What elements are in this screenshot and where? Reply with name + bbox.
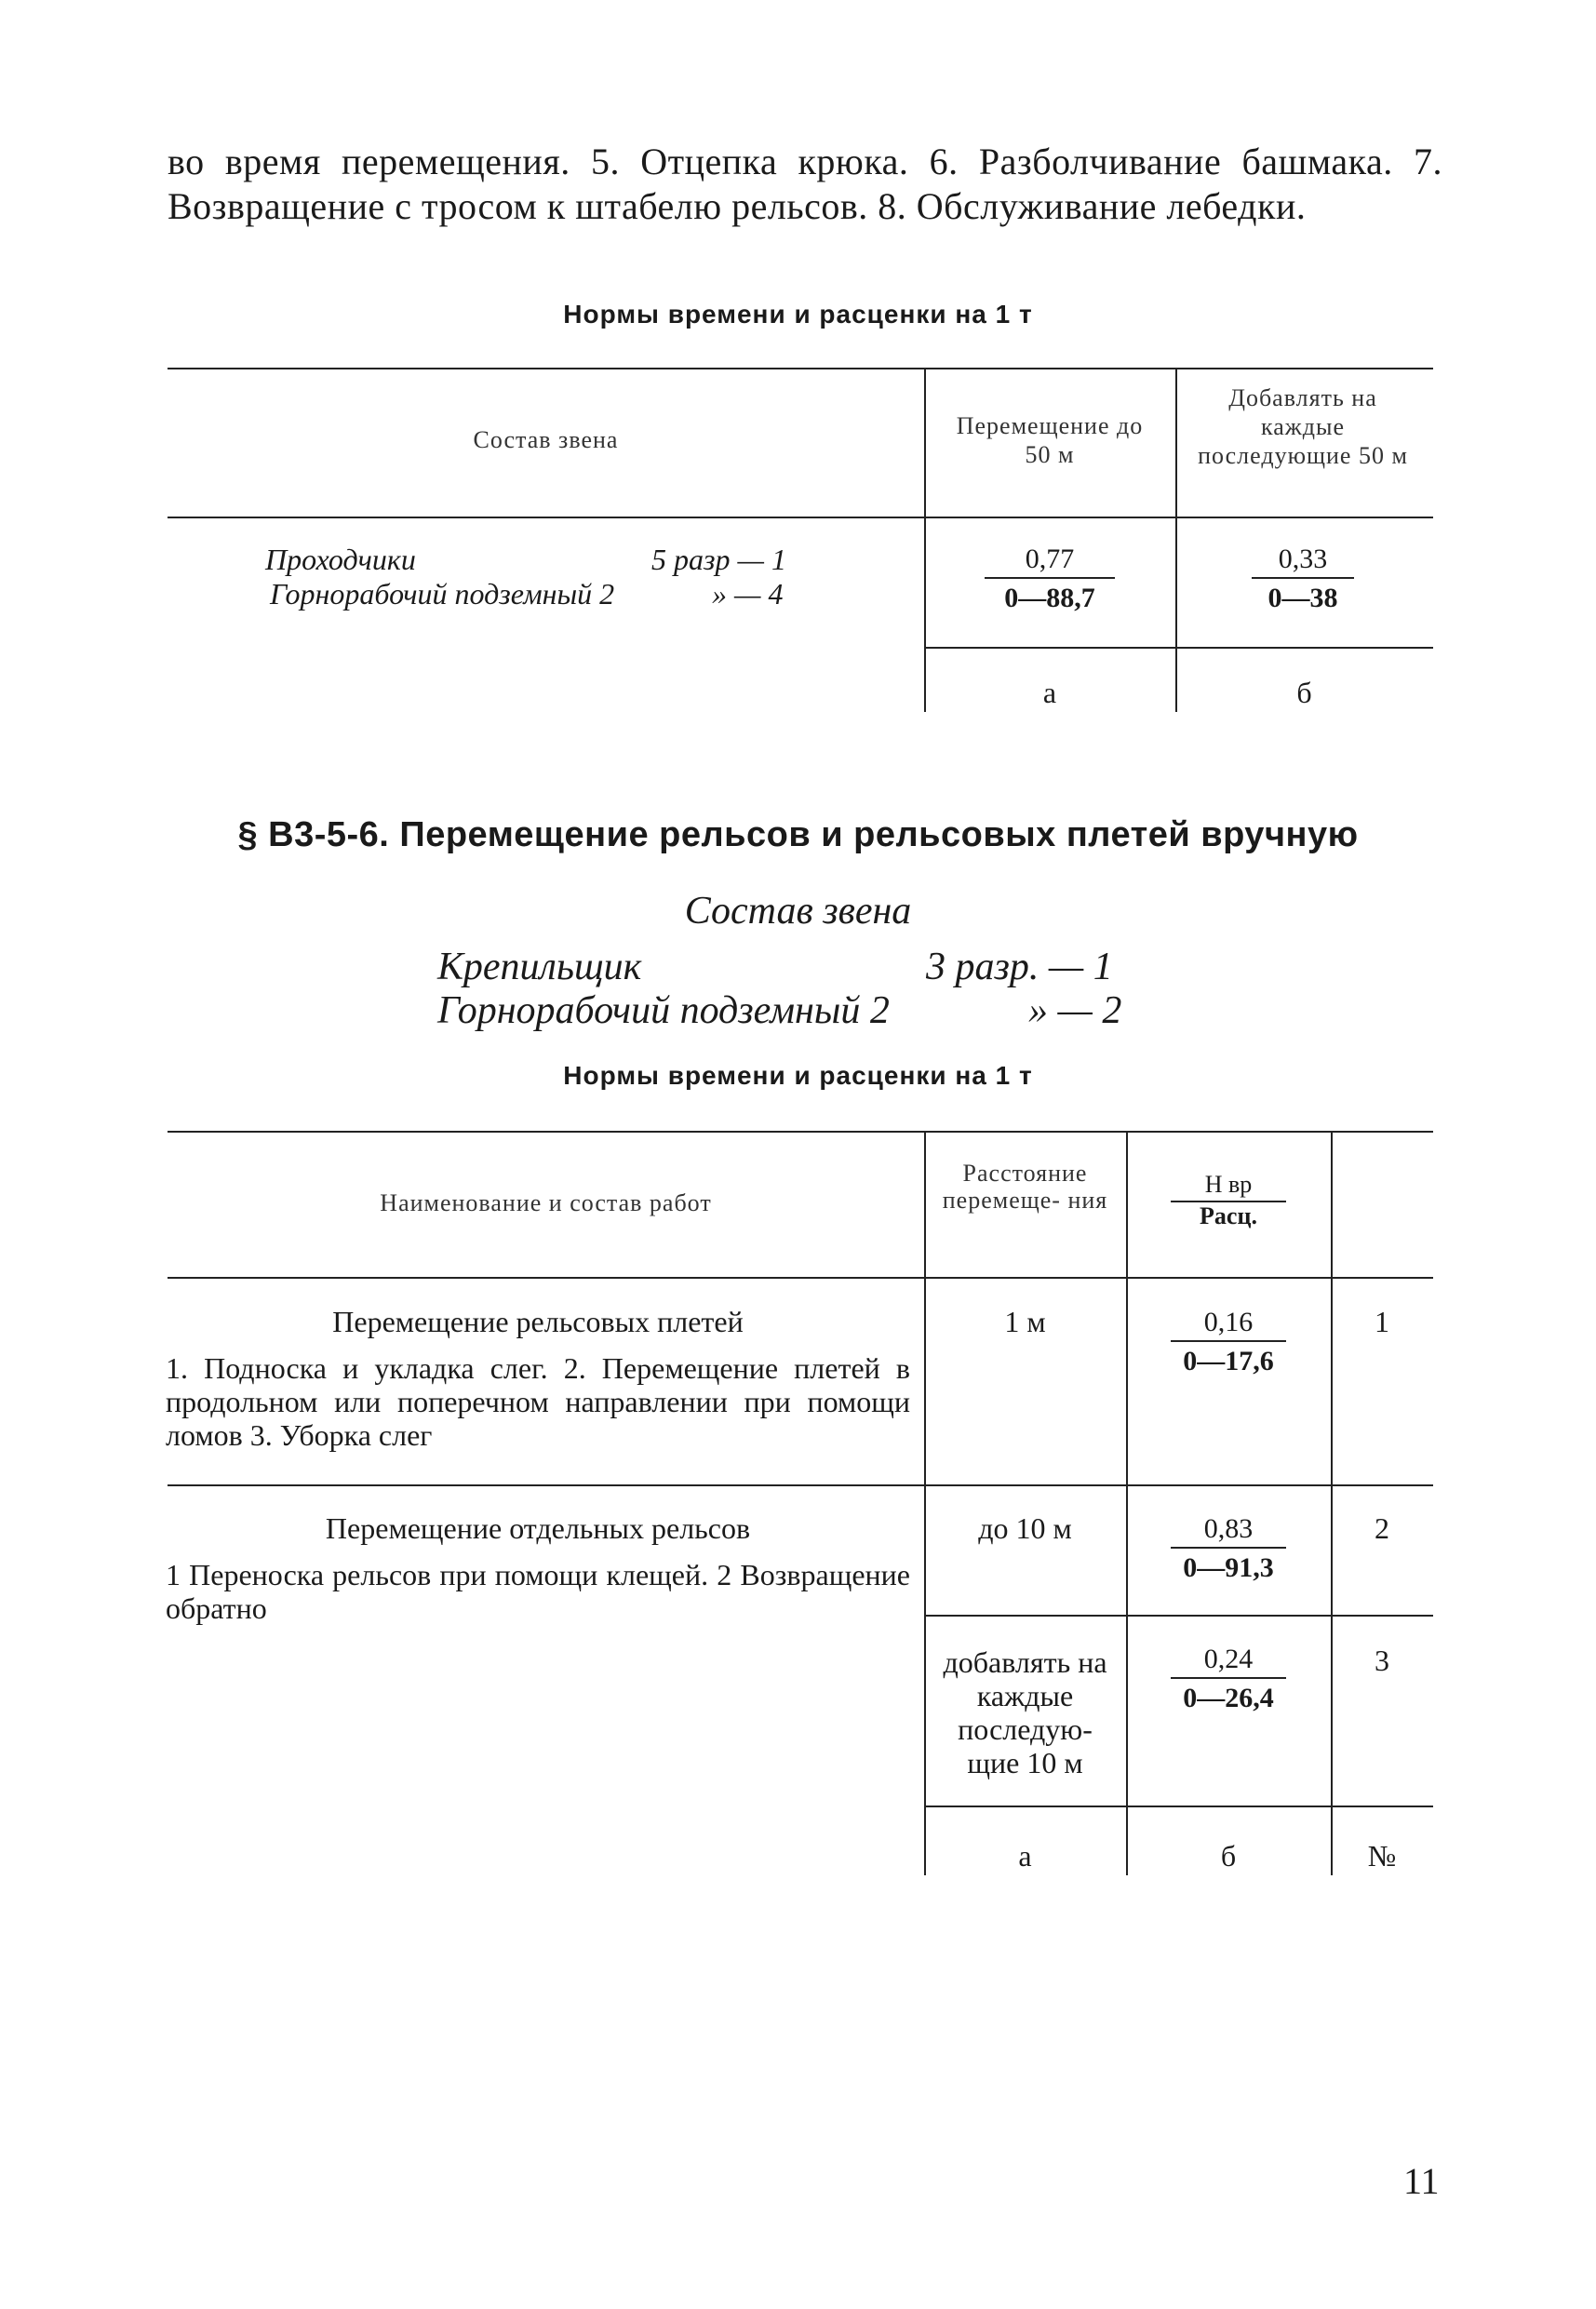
table1-header-crew: Состав звена [473,426,619,453]
table2-header-name: Наименование и состав работ [380,1189,712,1216]
table2-header-norm [1171,1171,1286,1230]
row-2-value [1171,1513,1286,1584]
table1-rate-a: 0—88,7 [1004,583,1095,613]
table2-header-norm-bottom: Расц. [1200,1202,1257,1229]
row-1-number: 1 [1375,1305,1389,1338]
row-3-rate: 0—26,4 [1183,1683,1274,1713]
table2-row-rule-1 [168,1484,1433,1486]
table2-letter-no: № [1367,1839,1397,1873]
intro-paragraph: во время перемещения. 5. Отцепка крюка. 6. Разболчивание башмака. 7. Возвращение с тросом к штабелю рельсов. 8. Обслуживание лебедки. [168,141,1442,227]
table2-header-distance: Расстояние перемеще- ния [942,1160,1108,1214]
table1-rate-b: 0—38 [1267,583,1338,613]
row-2-distance: до 10 м [978,1511,1072,1545]
table1-crew-grade-2: » — 4 [712,577,784,611]
crew-title: Состав звена [684,890,912,933]
row-2-norm: 0,83 [1171,1513,1286,1549]
row-3-norm: 0,24 [1171,1644,1286,1679]
crew-role-1: Крепильщик [437,946,642,988]
row-3-distance: добавлять на каждые последую- щие 10 м [943,1645,1107,1779]
row-3-value [1171,1644,1286,1714]
table1-header-add: Добавлять на каждые последующие 50 м [1198,384,1408,469]
crew-role-2: Горнорабочий подземный 2 [437,989,890,1032]
table1-value-a [985,544,1115,614]
row-1-norm: 0,16 [1171,1307,1286,1342]
work-item-2-title: Перемещение отдельных рельсов [325,1511,751,1545]
table1-letter-b: б [1296,676,1312,709]
table1-letters-rule [924,647,1433,649]
table2-letter-a: а [1018,1839,1032,1873]
table1-norm-b: 0,33 [1252,544,1354,579]
table2-col-divider-2 [1126,1131,1128,1875]
table1-crew-grade-1: 5 разр — 1 [651,543,786,576]
table1-crew-role-2: Горнорабочий подземный 2 [270,577,615,611]
work-item-1 [166,1305,910,1452]
work-item-2-description: 1 Переноска рельсов при помощи клещей. 2 Возвращение обратно [166,1558,910,1625]
table1-header-rule [168,517,1433,518]
work-item-1-title: Перемещение рельсовых плетей [332,1305,744,1338]
table2-letter-b: б [1220,1839,1237,1873]
work-item-2 [166,1511,910,1625]
table1-col-divider-1 [924,368,926,712]
table1-header-move: Перемещение до 50 м [956,412,1144,468]
row-1-rate: 0—17,6 [1183,1346,1274,1376]
row-2-number: 2 [1375,1511,1389,1545]
table1-top-rule [168,368,1433,369]
row-1-distance: 1 м [1004,1305,1046,1338]
table1-norm-a: 0,77 [985,544,1115,579]
table2-header-rule [168,1277,1433,1279]
table1-letter-a: а [1042,676,1057,709]
table1-crew-role-1: Проходчики [265,543,416,576]
table2-header-norm-top: Н вр [1171,1171,1286,1202]
table1-value-b [1252,544,1354,614]
table1-caption: Нормы времени и расценки на 1 т [563,300,1033,329]
table2-letters-rule [924,1806,1433,1807]
table2-col-divider-3 [1331,1131,1333,1875]
table2-row-rule-2 [924,1615,1433,1617]
table2-col-divider-1 [924,1131,926,1875]
row-3-number: 3 [1375,1644,1389,1677]
crew-grade-2: » — 2 [1028,989,1122,1032]
work-item-1-description: 1. Подноска и укладка слег. 2. Перемещение плетей в продольном или поперечном направлении при помощи ломов 3. Уборка слег [166,1351,910,1452]
table2-caption: Нормы времени и расценки на 1 т [563,1061,1033,1090]
row-1-value [1171,1307,1286,1377]
crew-grade-1: 3 разр. — 1 [926,946,1113,988]
table1-col-divider-2 [1175,368,1177,712]
section-title: § В3-5-6. Перемещение рельсов и рельсовых плетей вручную [237,815,1359,854]
table2-top-rule [168,1131,1433,1133]
page-number: 11 [1403,2160,1440,2202]
row-2-rate: 0—91,3 [1183,1552,1274,1583]
